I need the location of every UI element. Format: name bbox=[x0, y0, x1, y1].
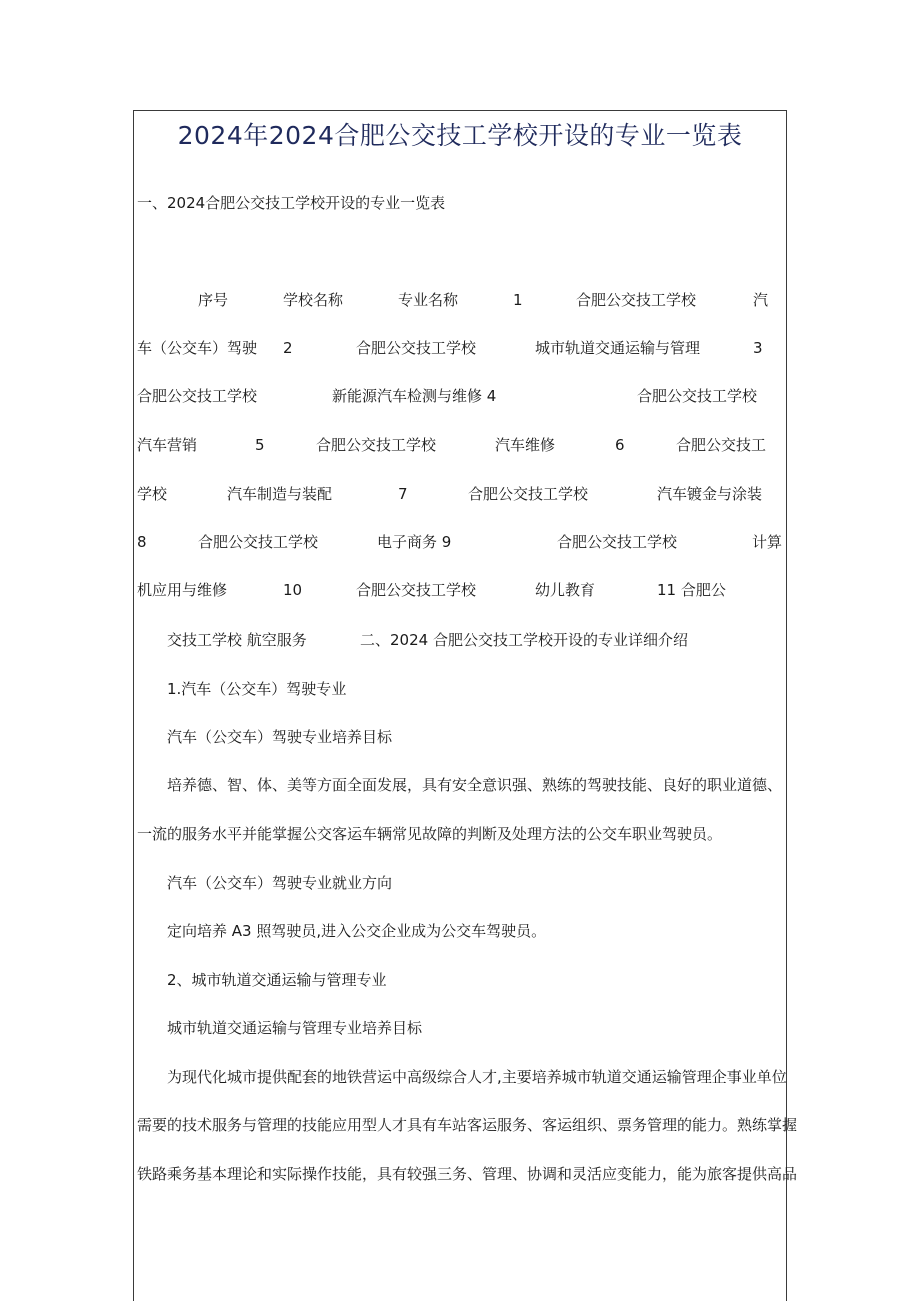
table-row bbox=[137, 386, 785, 406]
paragraph-line: 一流的服务水平并能掌握公交客运车辆常见故障的判断及处理方法的公交车职业驾驶员。 bbox=[137, 825, 723, 843]
table-row bbox=[137, 290, 785, 310]
table-row bbox=[137, 338, 785, 358]
table-cell: 学校 bbox=[137, 485, 168, 503]
table-cell: 合肥公交技工学校 bbox=[198, 533, 319, 551]
table-cell: 合肥公交技工学校 bbox=[356, 339, 477, 357]
table-row bbox=[137, 435, 785, 455]
table-cell: 6 bbox=[615, 436, 625, 454]
table-cell: 汽车维修 bbox=[495, 436, 556, 454]
table-row bbox=[137, 630, 785, 650]
table-cell: 3 bbox=[753, 339, 763, 357]
document-title: 2024年2024合肥公交技工学校开设的专业一览表 bbox=[177, 121, 743, 150]
table-cell: 汽车营销 bbox=[137, 436, 198, 454]
table-cell: 2 bbox=[283, 339, 293, 357]
table-cell: 合肥公交技工学校 bbox=[356, 581, 477, 599]
table-cell: 机应用与维修 bbox=[137, 581, 228, 599]
table-cell: 合肥公交技工 bbox=[676, 436, 767, 454]
paragraph-heading: 汽车（公交车）驾驶专业就业方向 bbox=[167, 874, 393, 892]
section-heading-1: 一、2024合肥公交技工学校开设的专业一览表 bbox=[137, 194, 446, 212]
table-cell: 新能源汽车检测与维修 4 bbox=[332, 387, 497, 405]
table-cell: 城市轨道交通运输与管理 bbox=[535, 339, 701, 357]
paragraph-line: 需要的技术服务与管理的技能应用型人才具有车站客运服务、客运组织、票务管理的能力。熟练掌握 bbox=[137, 1116, 798, 1134]
table-cell: 汽车制造与装配 bbox=[227, 485, 333, 503]
table-cell: 合肥公交技工学校 bbox=[576, 291, 697, 309]
paragraph-line: 为现代化城市提供配套的地铁营运中高级综合人才,主要培养城市轨道交通运输管理企事业单位 bbox=[167, 1068, 787, 1086]
table-cell: 10 bbox=[283, 581, 303, 599]
table-cell: 合肥公交技工学校 bbox=[137, 387, 258, 405]
paragraph-heading: 汽车（公交车）驾驶专业培养目标 bbox=[167, 728, 393, 746]
table-cell: 11 合肥公 bbox=[657, 581, 726, 599]
table-cell: 7 bbox=[398, 485, 408, 503]
table-row bbox=[137, 580, 785, 600]
table-cell: 学校名称 bbox=[283, 291, 344, 309]
table-cell: 汽 bbox=[753, 291, 769, 309]
table-cell: 合肥公交技工学校 bbox=[557, 533, 678, 551]
table-cell: 电子商务 9 bbox=[377, 533, 452, 551]
section-heading-2: 二、2024 合肥公交技工学校开设的专业详细介绍 bbox=[360, 631, 688, 649]
table-cell: 合肥公交技工学校 bbox=[468, 485, 589, 503]
paragraph-heading: 城市轨道交通运输与管理专业培养目标 bbox=[167, 1019, 423, 1037]
table-cell: 序号 bbox=[198, 291, 229, 309]
paragraph-line: 铁路乘务基本理论和实际操作技能，具有较强三务、管理、协调和灵活应变能力，能为旅客提供高品 bbox=[137, 1165, 798, 1183]
table-cell: 汽车镀金与涂装 bbox=[657, 485, 763, 503]
table-cell: 合肥公交技工学校 bbox=[316, 436, 437, 454]
subsection-heading: 1.汽车（公交车）驾驶专业 bbox=[167, 680, 347, 698]
table-row bbox=[137, 532, 785, 552]
table-cell: 幼儿教育 bbox=[535, 581, 596, 599]
paragraph-line: 定向培养 A3 照驾驶员,进入公交企业成为公交车驾驶员。 bbox=[167, 922, 547, 940]
table-cell: 8 bbox=[137, 533, 147, 551]
table-cell: 5 bbox=[255, 436, 265, 454]
table-cell: 专业名称 bbox=[398, 291, 459, 309]
table-cell: 1 bbox=[513, 291, 523, 309]
table-cell: 合肥公交技工学校 bbox=[637, 387, 758, 405]
table-row bbox=[137, 484, 785, 504]
paragraph-line: 培养德、智、体、美等方面全面发展，具有安全意识强、熟练的驾驶技能、良好的职业道德、 bbox=[167, 776, 783, 794]
subsection-heading: 2、城市轨道交通运输与管理专业 bbox=[167, 971, 387, 989]
table-cell: 计算 bbox=[752, 533, 783, 551]
table-cell: 车（公交车）驾驶 bbox=[137, 339, 258, 357]
table-cell: 交技工学校 航空服务 bbox=[167, 631, 307, 649]
